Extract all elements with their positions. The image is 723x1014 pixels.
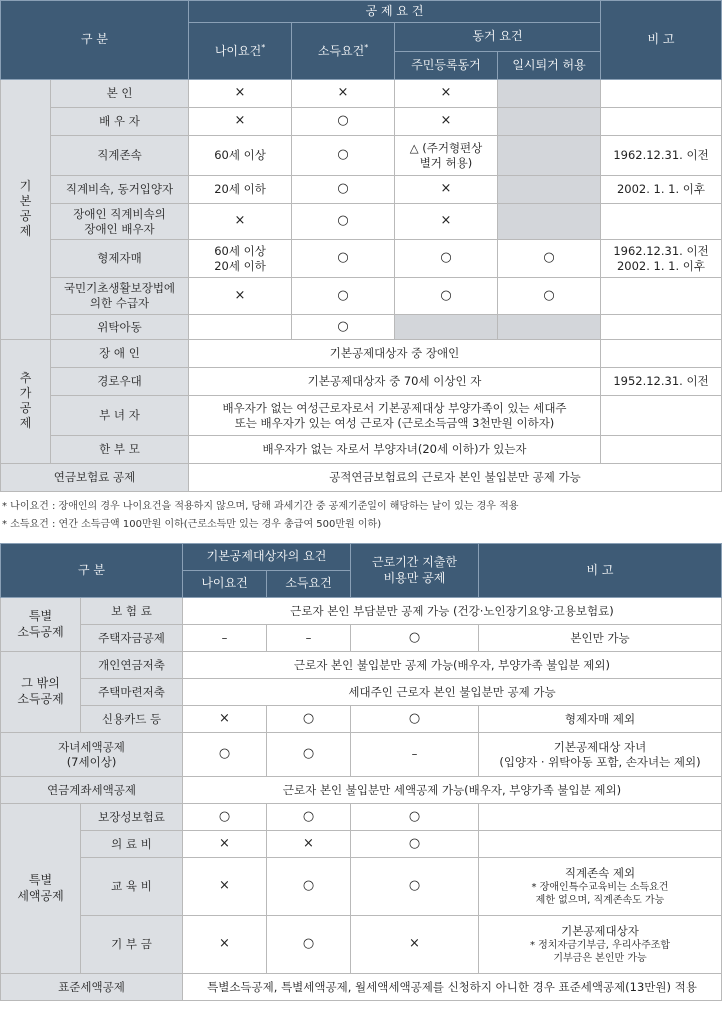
cell-description: 배우자가 없는 자로서 부양자녀(20세 이하)가 있는자 (189, 436, 601, 464)
row-label-disabled-descendant: 장애인 직계비속의 장애인 배우자 (51, 204, 189, 240)
table-row (1, 278, 722, 315)
cell-mark: – (183, 625, 267, 652)
cell-description: 기본공제대상자 중 70세 이상인 자 (189, 368, 601, 396)
basic-deduction-requirements-table (0, 0, 722, 492)
table-row (1, 733, 722, 777)
header-remarks: 비 고 (601, 1, 722, 80)
cell-description: 배우자가 없는 여성근로자로서 기본공제대상 부양가족이 있는 세대주 또는 배우자가 있는 여성 근로자 (근로소득금액 3천만원 이하자) (189, 396, 601, 436)
table-row (1, 340, 722, 368)
row-label-pension-insurance: 연금보험료 공제 (1, 464, 189, 492)
table-row (1, 974, 722, 1001)
cell-mark: × (189, 80, 292, 108)
cell-remark: 1962.12.31. 이전 (601, 136, 722, 176)
row-label-housing-fund: 주택자금공제 (81, 625, 183, 652)
cell-remark: 형제자매 제외 (479, 706, 722, 733)
header-category: 구 분 (1, 544, 183, 598)
cell-description: 근로자 본인 부담분만 공제 가능 (건강·노인장기요양·고용보험료) (183, 598, 722, 625)
row-label-protection-insurance: 보장성보험료 (81, 804, 183, 831)
header-requirements: 공 제 요 건 (189, 1, 601, 23)
table-row (1, 706, 722, 733)
income-footnote: * 소득요건 : 연간 소득금액 100만원 이하(근로소득만 있는 경우 총급여 500만원 이하) (2, 519, 382, 530)
shaded-cell (498, 136, 601, 176)
header-resident-registration: 주민등록동거 (395, 52, 498, 80)
cell-mark: ○ (267, 804, 351, 831)
row-label-standard-tax-credit: 표준세액공제 (1, 974, 183, 1001)
cell-mark: ○ (292, 204, 395, 240)
cell-mark: ○ (292, 136, 395, 176)
table-row (1, 368, 722, 396)
header-cohabitation: 동거 요건 (395, 23, 601, 52)
row-label-disabled: 장 애 인 (51, 340, 189, 368)
row-label-housing-savings: 주택마련저축 (81, 679, 183, 706)
header-category: 구 분 (1, 1, 189, 80)
empty-remark (601, 108, 722, 136)
cell-mark: ○ (292, 240, 395, 278)
cell-age: 60세 이상 20세 이하 (189, 240, 292, 278)
table-row (1, 652, 722, 679)
table-row (1, 315, 722, 340)
table-row (1, 436, 722, 464)
cell-mark: × (292, 80, 395, 108)
cell-mark: ○ (292, 278, 395, 315)
cell-mark: – (267, 625, 351, 652)
table-row (1, 598, 722, 625)
shaded-cell (498, 108, 601, 136)
cell-mark: × (395, 176, 498, 204)
row-label-lineal-descendant: 직계비속, 동거입양자 (51, 176, 189, 204)
cell-age: 20세 이하 (189, 176, 292, 204)
cell-remark: 기본공제대상자 * 정치자금기부금, 우리사주조합 기부금은 본인만 가능 (479, 916, 722, 974)
cell-mark: × (395, 108, 498, 136)
cell-description: 근로자 본인 불입분만 세액공제 가능(배우자, 부양가족 불입분 제외) (183, 777, 722, 804)
cell-mark: ○ (292, 108, 395, 136)
empty-remark (601, 396, 722, 436)
cell-description: 세대주인 근로자 본인 불입분만 공제 가능 (183, 679, 722, 706)
cell-description: 근로자 본인 불입분만 공제 가능(배우자, 부양가족 불입분 제외) (183, 652, 722, 679)
cell-mark: × (189, 108, 292, 136)
empty-remark (601, 80, 722, 108)
empty-remark (601, 204, 722, 240)
table-row (1, 777, 722, 804)
shaded-cell (498, 315, 601, 340)
empty-remark (479, 831, 722, 858)
cell-mark: ○ (351, 804, 479, 831)
table-row (1, 136, 722, 176)
table-row (1, 804, 722, 831)
table-row (1, 464, 722, 492)
group-other-income-deduction: 그 밖의 소득공제 (1, 652, 81, 733)
cell-mark: × (183, 706, 267, 733)
cell-mark: ○ (351, 858, 479, 916)
header-income: 소득요건* (292, 23, 395, 80)
shaded-cell (498, 80, 601, 108)
cell-mark: × (351, 916, 479, 974)
empty-remark (601, 315, 722, 340)
row-label-child-tax-credit: 자녀세액공제 (7세이상) (1, 733, 183, 777)
cell-mark: ○ (183, 804, 267, 831)
deduction-summary-table (0, 543, 722, 1001)
cell-mark: ○ (183, 733, 267, 777)
table-row (1, 396, 722, 436)
empty-remark (601, 278, 722, 315)
cell-mark: – (351, 733, 479, 777)
group-special-tax-credit: 특별 세액공제 (1, 804, 81, 974)
row-label-spouse: 배 우 자 (51, 108, 189, 136)
cell-mark: × (395, 204, 498, 240)
cell-mark: × (183, 916, 267, 974)
group-basic-deduction: 기본공제 (1, 80, 51, 340)
header-remarks: 비 고 (479, 544, 722, 598)
shaded-cell (498, 176, 601, 204)
cell-mark: ○ (351, 706, 479, 733)
group-special-income-deduction: 특별 소득공제 (1, 598, 81, 652)
table-row (1, 240, 722, 278)
header-income: 소득요건 (267, 571, 351, 598)
table-row (1, 80, 722, 108)
row-label-medical: 의 료 비 (81, 831, 183, 858)
row-label-insurance: 보 험 료 (81, 598, 183, 625)
cell-mark: ○ (267, 706, 351, 733)
row-label-siblings: 형제자매 (51, 240, 189, 278)
cell-remark: 1952.12.31. 이전 (601, 368, 722, 396)
table-row (1, 625, 722, 652)
cell-mark: × (183, 858, 267, 916)
table-row (1, 176, 722, 204)
cell-remark: 기본공제대상 자녀 (입양자 · 위탁아동 포함, 손자녀는 제외) (479, 733, 722, 777)
cell-remark: 본인만 가능 (479, 625, 722, 652)
row-label-pension-account: 연금계좌세액공제 (1, 777, 183, 804)
row-label-personal-pension: 개인연금저축 (81, 652, 183, 679)
row-label-donation: 기 부 금 (81, 916, 183, 974)
row-label-credit-card: 신용카드 등 (81, 706, 183, 733)
cell-description: 기본공제대상자 중 장애인 (189, 340, 601, 368)
cell-mark: × (395, 80, 498, 108)
cell-remark: 1962.12.31. 이전 2002. 1. 1. 이후 (601, 240, 722, 278)
cell-mark: ○ (498, 240, 601, 278)
header-basic-requirements: 기본공제대상자의 요건 (183, 544, 351, 571)
row-label-basic-livelihood: 국민기초생활보장법에 의한 수급자 (51, 278, 189, 315)
shaded-cell (498, 204, 601, 240)
empty-cell (189, 315, 292, 340)
cell-mark: ○ (292, 315, 395, 340)
cell-cohab-note: △ (주거형편상 별거 허용) (395, 136, 498, 176)
cell-remark: 2002. 1. 1. 이후 (601, 176, 722, 204)
header-expense-period: 근로기간 지출한 비용만 공제 (351, 544, 479, 598)
row-label-woman: 부 녀 자 (51, 396, 189, 436)
table-row (1, 916, 722, 974)
cell-mark: ○ (267, 916, 351, 974)
cell-age: 60세 이상 (189, 136, 292, 176)
shaded-cell (395, 315, 498, 340)
table-row (1, 108, 722, 136)
group-additional-deduction: 추가공제 (1, 340, 51, 464)
cell-description: 특별소득공제, 특별세액공제, 월세액세액공제를 신청하지 아니한 경우 표준세액공제(13만원) 적용 (183, 974, 722, 1001)
table-row (1, 831, 722, 858)
table-row (1, 679, 722, 706)
empty-remark (601, 340, 722, 368)
cell-mark: × (189, 204, 292, 240)
cell-mark: ○ (351, 831, 479, 858)
row-label-elderly: 경로우대 (51, 368, 189, 396)
cell-mark: × (183, 831, 267, 858)
cell-mark: ○ (267, 733, 351, 777)
cell-remark: 직계존속 제외 * 장애인특수교육비는 소득요건 제한 없으며, 직계존속도 가능 (479, 858, 722, 916)
cell-mark: ○ (292, 176, 395, 204)
cell-mark: ○ (267, 858, 351, 916)
cell-mark: ○ (395, 278, 498, 315)
table-row (1, 204, 722, 240)
empty-remark (601, 436, 722, 464)
age-footnote: * 나이요건 : 장애인의 경우 나이요건을 적용하지 않으며, 당해 과세기간 중 공제기준일이 해당하는 날이 있는 경우 적용 (2, 501, 519, 512)
header-age: 나이요건* (189, 23, 292, 80)
row-label-self: 본 인 (51, 80, 189, 108)
table-row (1, 858, 722, 916)
header-temporary-leave: 일시퇴거 허용 (498, 52, 601, 80)
cell-mark: × (267, 831, 351, 858)
cell-mark: ○ (395, 240, 498, 278)
cell-description: 공적연금보험료의 근로자 본인 불입분만 공제 가능 (189, 464, 722, 492)
empty-remark (479, 804, 722, 831)
row-label-lineal-ascendant: 직계존속 (51, 136, 189, 176)
row-label-single-parent: 한 부 모 (51, 436, 189, 464)
row-label-education: 교 육 비 (81, 858, 183, 916)
header-age: 나이요건 (183, 571, 267, 598)
cell-mark: ○ (498, 278, 601, 315)
cell-mark: × (189, 278, 292, 315)
row-label-foster-child: 위탁아동 (51, 315, 189, 340)
footnotes (2, 498, 518, 534)
cell-mark: ○ (351, 625, 479, 652)
